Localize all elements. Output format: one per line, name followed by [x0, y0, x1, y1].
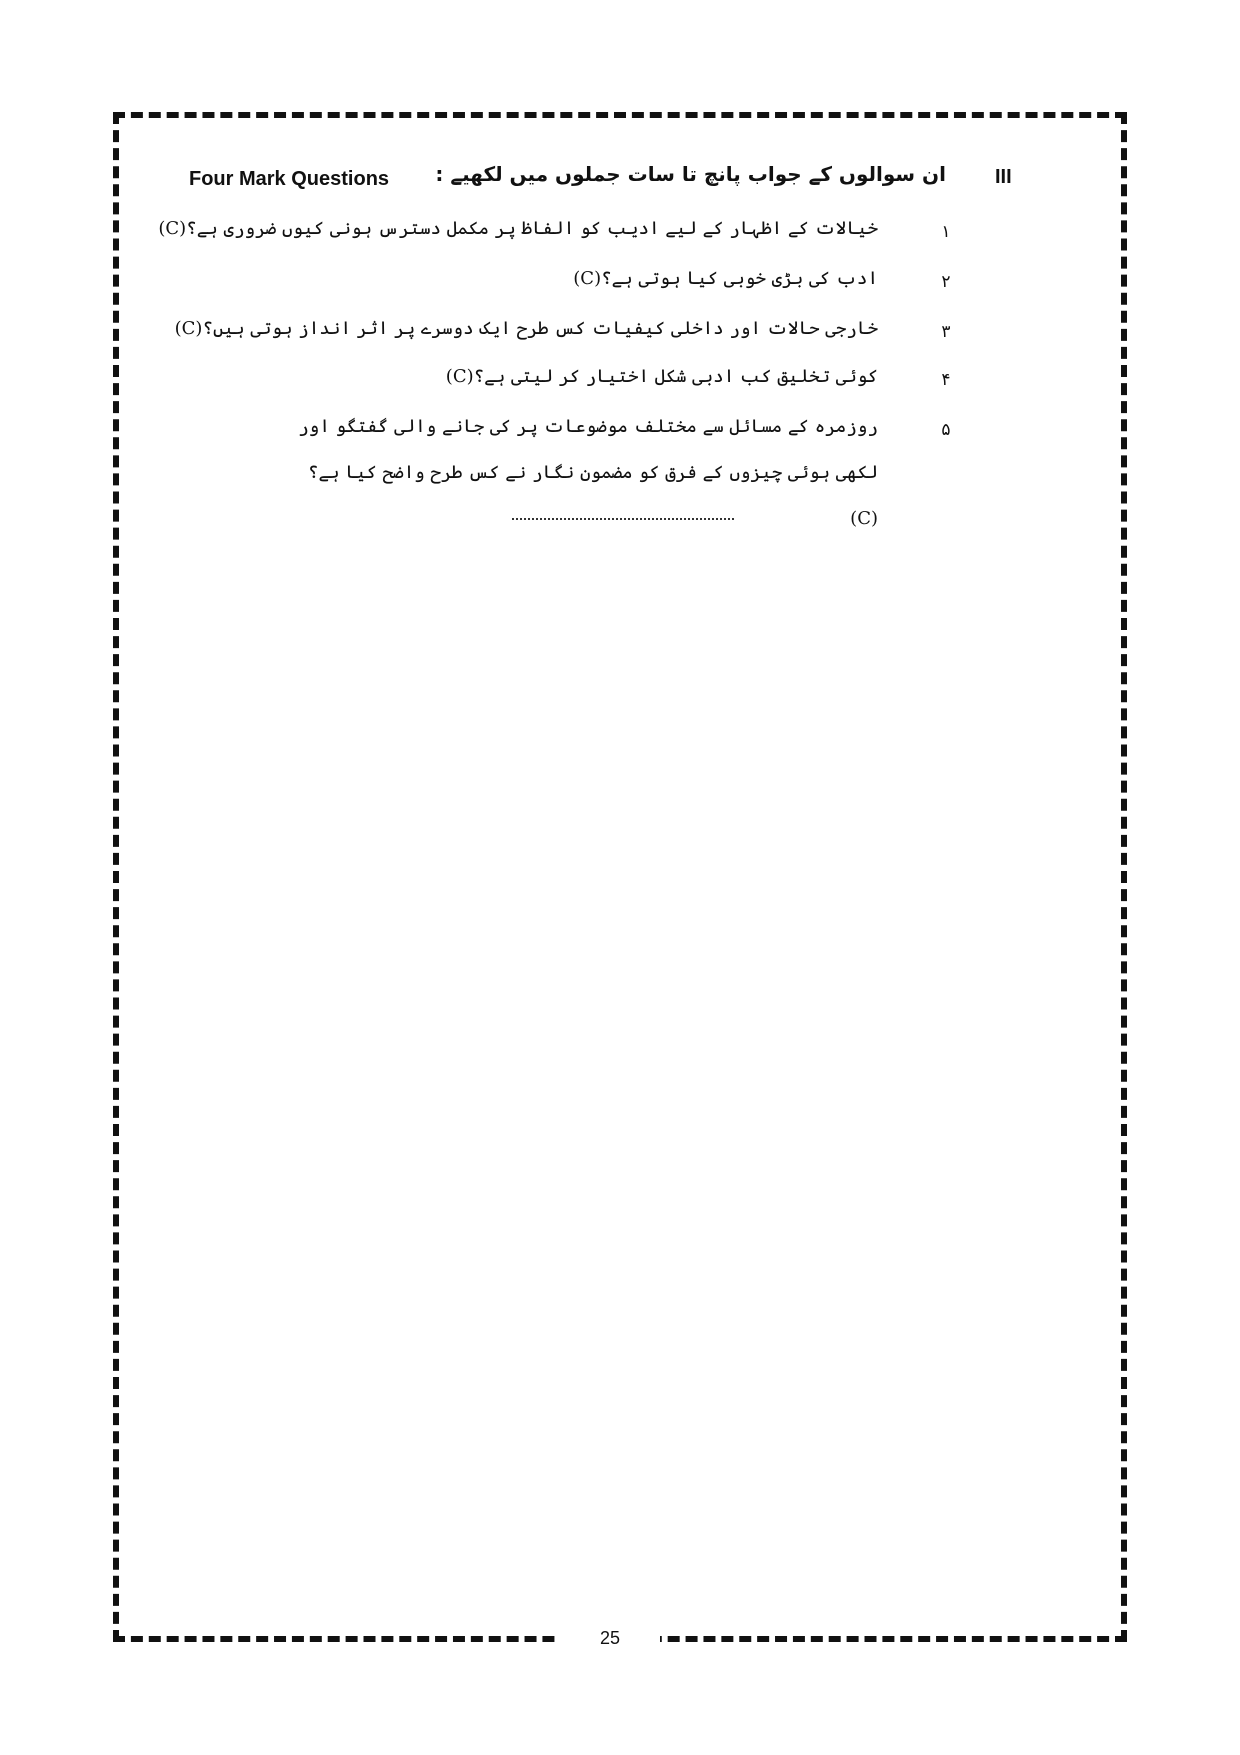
question-number: ۲	[941, 272, 951, 292]
question-text: خیالات کے اظہار کے لیے ادیب کو الفاظ پر مکمل دسترس ہونی کیوں ضروری ہے؟(C)	[158, 218, 878, 239]
section-heading-english: Four Mark Questions	[189, 168, 390, 190]
end-dotted-line	[512, 518, 734, 520]
page-number: 25	[599, 1628, 621, 1648]
question-number: ۵	[941, 420, 951, 440]
question-number: ۱	[941, 222, 951, 242]
question-text: روزمرہ کے مسائل سے مختلف موضوعات پر کی جانے والی گفتگو اور لکھی ہوئی چیزوں کے فرق کو مضمون نگار نے کس طرح واضح کیا ہے؟(C)	[298, 416, 878, 529]
section-heading-urdu: ان سوالوں کے جواب پانچ تا سات جملوں میں لکھیے :	[435, 162, 946, 186]
question-number: ۳	[941, 322, 951, 342]
question-text: کوئی تخلیق کب ادبی شکل اختیار کر لیتی ہے؟(C)	[445, 366, 878, 387]
question-number: ۴	[941, 370, 951, 390]
question-text: ادب کی بڑی خوبی کیا ہوتی ہے؟(C)	[573, 268, 878, 289]
question-text: خارجی حالات اور داخلی کیفیات کس طرح ایک دوسرے پر اثر انداز ہوتی ہیں؟(C)	[174, 318, 878, 339]
section-number: III	[995, 166, 1012, 188]
